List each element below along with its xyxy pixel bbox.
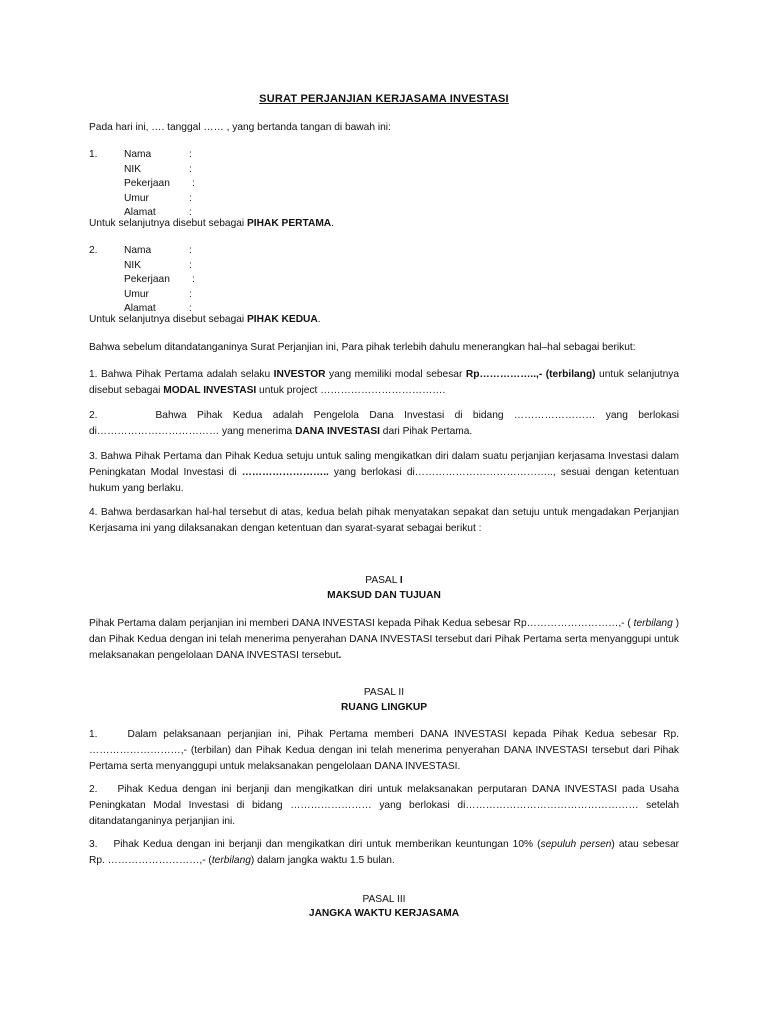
item-text: ) dalam jangka waktu 1.5 bulan.: [250, 855, 395, 866]
pasal-two-label: PASAL II: [363, 687, 405, 698]
field-colon: :: [189, 207, 192, 218]
field-colon: :: [189, 259, 192, 271]
party-two-block: [89, 244, 389, 317]
field-label: Pekerjaan: [124, 178, 170, 189]
field-label: NIK: [124, 259, 141, 271]
recital-bold: Rp……………..,- (terbilang): [465, 369, 596, 380]
pasal-three-label: PASAL III: [362, 894, 406, 905]
party-two-designation: PIHAK KEDUA: [247, 314, 318, 325]
recital-text: Bahwa Pihak Kedua adalah Pengelola Dana Investasi di bidang …………………… yang berlokasi di……………………………… yang menerima: [89, 410, 679, 437]
recital-text: yang berlokasi di………………………………….., sesuai dengan ketentuan hukum yang berlaku.: [89, 467, 680, 494]
field-label: Umur: [124, 192, 149, 204]
pasal-one-body: [89, 616, 679, 664]
pasal-period: .: [338, 650, 342, 661]
recital-bold: MODAL INVESTASI: [163, 385, 257, 396]
party-two-closing: [89, 312, 679, 328]
field-colon: :: [189, 163, 192, 175]
pasal-italic: terbilang: [633, 618, 673, 629]
item-text: ) atau sebesar Rp. ………………………,- (: [89, 839, 680, 866]
closing-period: .: [317, 314, 321, 325]
recital-text: yang memiliki modal sebesar: [325, 369, 466, 380]
item-number: 3.: [89, 839, 98, 850]
item-text: Dalam pelaksanaan perjanjian ini, Pihak Pertama memberi DANA INVESTASI kepada Pihak Kedua sebesar Rp. ………………………,- (terbilan) dan Pihak Kedua dengan ini telah menerima penyerahan DANA INVESTASI tersebut dari Pihak Pertama serta menyanggupi untuk melaksanakan pengelolaan DANA INVESTASI.: [89, 729, 679, 772]
intro-paragraph: Pada hari ini, …. tanggal …… , yang bertanda tangan di bawah ini:: [89, 122, 391, 133]
recital-two: [89, 408, 679, 440]
field-colon: :: [189, 303, 192, 314]
pasal-two-item-two: [89, 782, 679, 830]
field-colon: :: [189, 149, 192, 160]
item-text: Pihak Kedua dengan ini berjanji dan mengikatkan diri untuk memberikan keuntungan 10% (: [113, 839, 541, 850]
recital-four: 4. Bahwa berdasarkan hal-hal tersebut di atas, kedua belah pihak menyatakan sepakat dan setuju untuk mengadakan Perjanjian Kerjasama ini yang dilaksanakan dengan ketentuan dan syarat-syarat sebagai berikut :: [89, 507, 679, 534]
pasal-two-heading: RUANG LINGKUP: [340, 702, 428, 713]
field-label: Alamat: [124, 207, 156, 218]
pasal-number: I: [399, 575, 403, 586]
pasal-text: ) dan Pihak Kedua dengan ini telah menerima penyerahan DANA INVESTASI tersebut dari Pihak Pertama serta menyanggupi untuk melaksanakan pengelolaan DANA INVESTASI tersebut: [89, 618, 679, 661]
field-colon: :: [192, 274, 195, 285]
recital-text: dari Pihak Pertama.: [379, 426, 473, 437]
field-colon: :: [189, 192, 192, 204]
recital-three: [89, 449, 679, 497]
field-label: Umur: [124, 288, 149, 300]
field-label: Nama: [124, 149, 152, 160]
pasal-label-text: PASAL: [365, 575, 400, 586]
party-one-closing: [89, 216, 679, 232]
recital-bold: DANA INVESTASI: [295, 426, 380, 437]
pasal-one-label: [0, 573, 768, 589]
recital-text: untuk selanjutnya disebut sebagai: [89, 369, 680, 396]
party-two-number: 2.: [89, 245, 98, 256]
recital-one: [89, 367, 679, 399]
preamble-paragraph: Bahwa sebelum ditandatanganinya Surat Perjanjian ini, Para pihak terlebih dahulu menerangkan hal–hal sebagai berikut:: [89, 342, 636, 353]
recital-bold: ……………………..: [241, 467, 329, 478]
field-label: NIK: [124, 163, 141, 175]
field-colon: :: [192, 178, 195, 189]
field-colon: :: [189, 245, 192, 256]
document-title: SURAT PERJANJIAN KERJASAMA INVESTASI: [259, 93, 509, 105]
party-one-designation: PIHAK PERTAMA: [247, 218, 332, 229]
pasal-three-heading: JANGKA WAKTU KERJASAMA: [308, 908, 460, 919]
closing-period: .: [331, 218, 334, 229]
field-label: Pekerjaan: [124, 274, 170, 285]
field-label: Alamat: [124, 303, 156, 314]
pasal-two-item-one: [89, 727, 679, 775]
pasal-two-item-three: [89, 837, 679, 869]
recital-bold: INVESTOR: [273, 369, 326, 380]
field-label: Nama: [124, 245, 152, 256]
item-number: 1.: [89, 729, 98, 740]
recital-text: untuk project ……………………………….: [256, 385, 446, 396]
recital-text: 1. Bahwa Pihak Pertama adalah selaku: [89, 369, 274, 380]
closing-text: Untuk selanjutnya disebut sebagai: [89, 218, 248, 229]
recital-number: 2.: [89, 410, 98, 421]
party-one-number: 1.: [89, 149, 98, 160]
item-italic: sepuluh persen: [540, 839, 612, 850]
recital-text: 3. Bahwa Pihak Pertama dan Pihak Kedua setuju untuk saling mengikatkan diri dalam suatu perjanjian kerjasama Investasi dalam Peningkatan Modal Investasi di: [89, 451, 679, 478]
closing-text: Untuk selanjutnya disebut sebagai: [89, 314, 248, 325]
pasal-text: Pihak Pertama dalam perjanjian ini memberi DANA INVESTASI kepada Pihak Kedua sebesar Rp………………………,- (: [89, 618, 634, 629]
pasal-one-heading: MAKSUD DAN TUJUAN: [327, 590, 441, 601]
item-text: Pihak Kedua dengan ini berjanji dan mengikatkan diri untuk melaksanakan perputaran DANA INVESTASI pada Usaha Peningkatan Modal Investasi di bidang …………………… yang berlokasi di…………………………………………… setelah ditandatanganinya perjanjian ini.: [89, 784, 679, 827]
item-number: 2.: [89, 784, 98, 795]
field-colon: :: [189, 288, 192, 300]
party-one-block: [89, 148, 389, 221]
item-italic: terbilang: [211, 855, 251, 866]
